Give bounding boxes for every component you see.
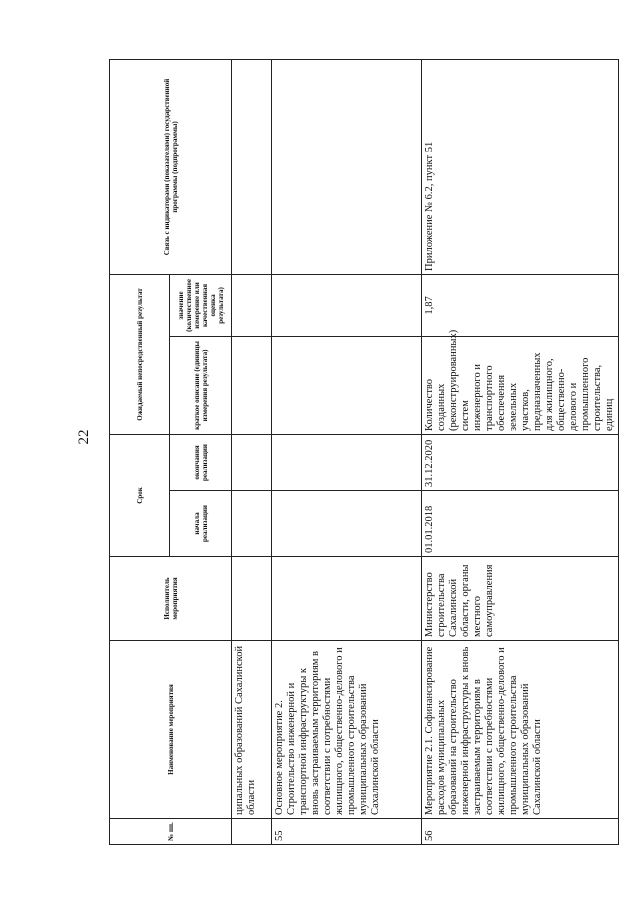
cell-start: 01.01.2018 <box>422 491 619 557</box>
cell-num <box>232 819 272 845</box>
cell-value <box>232 274 272 336</box>
table-row <box>422 59 619 844</box>
header-expected-value: значение (количественное измерение или качественная оценка результата) <box>170 274 232 336</box>
cell-name: Основное мероприятие 2. Строительство инженерной и транспортной инфраструктуры к вновь застраиваемым территориям в соответствии с потребностями жилищного, общественно-делового и промышленного строительства муниципальных образований Сахалинской области <box>272 641 422 819</box>
cell-link: Приложение № 6.2, пункт 51 <box>422 59 619 274</box>
header-term-start: начала реализации <box>170 491 232 557</box>
cell-end <box>272 434 422 490</box>
cell-name: Мероприятие 2.1. Софинансирование расходов муниципальных образований на строительство инженерной инфраструктуры к вновь застраиваемым территориям в соответствии с потребностями жилищного, общественно-делового и промышленного строительства муниципальных образований Сахалинской области <box>422 641 619 819</box>
header-expected-desc: краткое описание (единицы измерения результата) <box>170 336 232 434</box>
table-container <box>109 60 615 845</box>
header-executor: Исполнитель мероприятия <box>110 557 232 641</box>
cell-num: 56 <box>422 819 619 845</box>
cell-start <box>232 491 272 557</box>
header-term: Срок <box>110 434 170 556</box>
table-row <box>272 59 422 844</box>
table-row <box>232 59 272 844</box>
cell-executor <box>272 557 422 641</box>
cell-link <box>272 59 422 274</box>
cell-desc <box>272 336 422 434</box>
page-number: 22 <box>76 429 92 445</box>
cell-end <box>232 434 272 490</box>
cell-executor: Министерство строительства Сахалинской области, органы местного самоуправления <box>422 557 619 641</box>
cell-end: 31.12.2020 <box>422 434 619 490</box>
cell-value: 1,87 <box>422 274 619 336</box>
cell-start <box>272 491 422 557</box>
cell-desc: Количество созданных (реконструированных) систем инженерного и транспортного обеспечения земельных участков, предназначенных для жилищного, общественно-делового и промышленного строительства, единиц <box>422 336 619 434</box>
cell-executor <box>232 557 272 641</box>
table-header-row <box>110 59 170 844</box>
cell-value <box>272 274 422 336</box>
header-name: Наименование мероприятия <box>110 641 232 819</box>
header-link: Связь с индикаторами (показателями) государственной программы (подпрограммы) <box>110 59 232 274</box>
cell-desc <box>232 336 272 434</box>
cell-link <box>232 59 272 274</box>
events-table <box>109 59 619 845</box>
header-term-end: окончания реализации <box>170 434 232 490</box>
cell-num: 55 <box>272 819 422 845</box>
header-num: № пп. <box>110 819 232 845</box>
header-expected: Ожидаемый непосредственный результат <box>110 274 170 434</box>
cell-name: ципальных образований Сахалинской области <box>232 641 272 819</box>
